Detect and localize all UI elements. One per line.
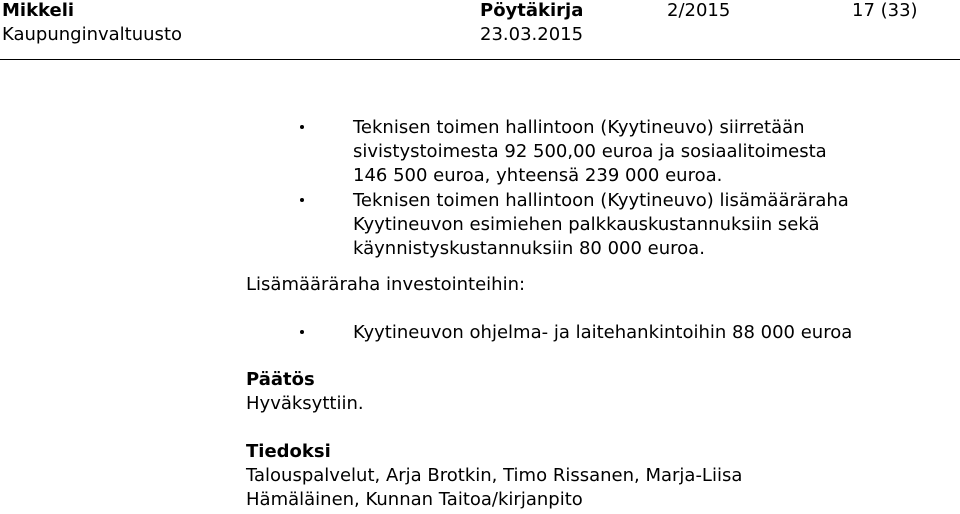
bullet-icon bbox=[300, 125, 304, 129]
notice-line: Talouspalvelut, Arja Brotkin, Timo Rissanen, Marja-Liisa bbox=[246, 465, 743, 486]
bullet-line: Teknisen toimen hallintoon (Kyytineuvo) siirretään bbox=[353, 117, 805, 138]
bullet-line: Teknisen toimen hallintoon (Kyytineuvo) lisämääräraha bbox=[353, 190, 849, 211]
investments-heading: Lisämääräraha investointeihin: bbox=[246, 274, 526, 295]
meeting-date: 23.03.2015 bbox=[480, 24, 584, 45]
bullet-line: Kyytineuvon ohjelma- ja laitehankintoihin 88 000 euroa bbox=[353, 322, 853, 343]
organization-name: Mikkeli bbox=[2, 0, 75, 21]
bullet-line: Kyytineuvon esimiehen palkkauskustannuksiin sekä bbox=[353, 214, 820, 235]
bullet-line: käynnistyskustannuksiin 80 000 euroa. bbox=[353, 238, 705, 259]
decision-text: Hyväksyttiin. bbox=[246, 393, 364, 414]
bullet-icon bbox=[300, 330, 304, 334]
decision-heading: Päätös bbox=[246, 369, 315, 390]
notice-line: Hämäläinen, Kunnan Taitoa/kirjanpito bbox=[246, 489, 583, 510]
document-type: Pöytäkirja bbox=[480, 0, 584, 21]
bullet-line: sivistystoimesta 92 500,00 euroa ja sosiaalitoimesta bbox=[353, 141, 827, 162]
governing-body: Kaupunginvaltuusto bbox=[2, 24, 183, 45]
bullet-line: 146 500 euroa, yhteensä 239 000 euroa. bbox=[353, 165, 723, 186]
page-number: 17 (33) bbox=[852, 0, 918, 21]
notice-heading: Tiedoksi bbox=[246, 441, 331, 462]
bullet-icon bbox=[300, 198, 304, 202]
header-divider bbox=[0, 59, 960, 60]
document-number: 2/2015 bbox=[667, 0, 731, 21]
